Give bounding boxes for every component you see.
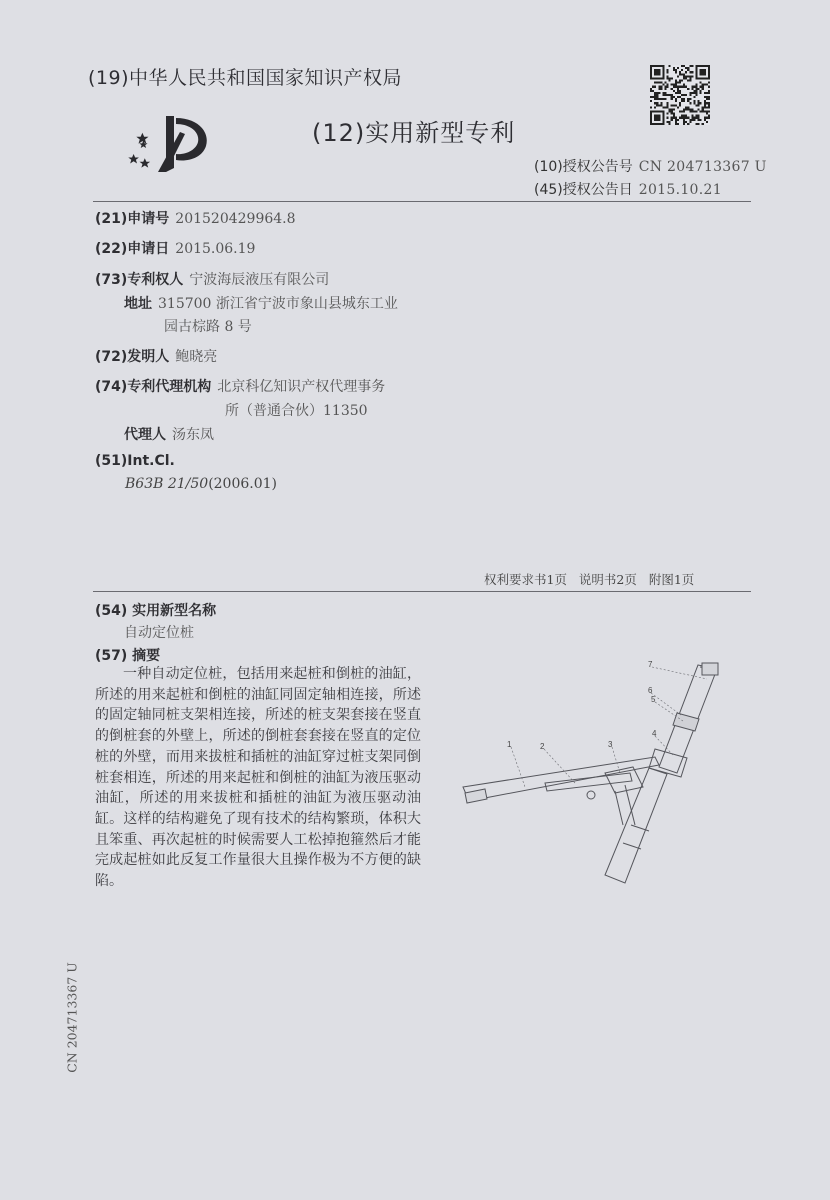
issuing-office: (19)中华人民共和国国家知识产权局 bbox=[88, 67, 403, 89]
application-date-field bbox=[95, 238, 255, 258]
agency-line-1: 北京科亿知识产权代理事务 bbox=[217, 379, 386, 395]
application-number-value: 201520429964.8 bbox=[175, 211, 296, 227]
page-count: 权利要求书1页 说明书2页 附图1页 bbox=[484, 572, 695, 587]
address-field bbox=[124, 293, 398, 313]
header-divider bbox=[93, 201, 751, 202]
side-publication-id: CN 204713367 U bbox=[64, 962, 80, 1073]
application-number-field bbox=[95, 208, 296, 228]
patentee-label: (73)专利权人 bbox=[95, 272, 184, 288]
drawing-label-3: 3 bbox=[608, 740, 613, 749]
patentee-field bbox=[95, 269, 329, 289]
publication-number-label: (10)授权公告号 bbox=[534, 159, 633, 175]
utility-model-title: 自动定位桩 bbox=[124, 625, 194, 641]
application-date-value: 2015.06.19 bbox=[175, 241, 256, 257]
leader-lines bbox=[511, 667, 707, 787]
inventor-field bbox=[95, 346, 217, 366]
agency-label: (74)专利代理机构 bbox=[95, 379, 212, 395]
publication-date-label: (45)授权公告日 bbox=[534, 182, 633, 198]
int-cl-field bbox=[95, 453, 175, 469]
address-label: 地址 bbox=[124, 296, 152, 312]
drawing-label-4: 4 bbox=[652, 729, 657, 738]
publication-number-value: CN 204713367 U bbox=[638, 159, 767, 175]
document-type: (12)实用新型专利 bbox=[312, 119, 516, 147]
qr-code bbox=[650, 65, 710, 125]
cnipa-logo bbox=[128, 112, 212, 176]
agency-line-2: 所（普通合伙）11350 bbox=[225, 403, 368, 419]
drawing-label-6: 6 bbox=[648, 686, 653, 695]
int-cl-value bbox=[125, 476, 277, 492]
patentee-value: 宁波海辰液压有限公司 bbox=[189, 272, 330, 288]
abstract-text: 一种自动定位桩，包括用来起桩和倒桩的油缸，所述的用来起桩和倒桩的油缸同固定轴相连接，所述的固定轴同桩支架相连接，所述的桩支架套接在竖直的倒桩套的外壁上，所述的倒桩套套接在竖直的定位桩的外壁，而用来拔桩和插桩的油缸穿过桩支架同倒桩套相连，所述的用来起桩和倒桩的油缸为液压驱动油缸，所述的用来拔桩和插桩的油缸为液压驱动油缸。这样的结构避免了现有技术的结构繁琐，体积大且笨重、再次起桩的时候需要人工松掉抱箍然后才能完成起桩如此反复工作量很大且操作极为不方便的缺陷。 bbox=[95, 666, 421, 890]
utility-model-title-heading: (54) 实用新型名称 bbox=[95, 603, 217, 619]
abstract-drawing bbox=[455, 655, 730, 890]
address-line-1: 315700 浙江省宁波市象山县城东工业 bbox=[158, 296, 398, 312]
abstract-heading: (57) 摘要 bbox=[95, 648, 161, 664]
agent-label: 代理人 bbox=[124, 427, 166, 443]
address-line-2: 园古棕路 8 号 bbox=[164, 319, 252, 335]
section-divider bbox=[93, 591, 751, 592]
application-number-label: (21)申请号 bbox=[95, 211, 170, 227]
inventor-label: (72)发明人 bbox=[95, 349, 170, 365]
inventor-value: 鲍晓亮 bbox=[175, 349, 218, 365]
pile-mechanism-illustration bbox=[463, 663, 718, 883]
publication-number-field bbox=[534, 156, 767, 176]
drawing-label-1: 1 bbox=[507, 740, 512, 749]
int-cl-label: (51)Int.Cl. bbox=[95, 453, 175, 469]
drawing-label-2: 2 bbox=[540, 742, 545, 751]
drawing-label-7: 7 bbox=[648, 660, 653, 669]
application-date-label: (22)申请日 bbox=[95, 241, 170, 257]
agency-field bbox=[95, 376, 385, 396]
publication-date-value: 2015.10.21 bbox=[638, 182, 722, 198]
int-cl-class: B63B 21/50 bbox=[125, 476, 209, 492]
int-cl-date: (2006.01) bbox=[208, 476, 278, 492]
agent-value: 汤东凤 bbox=[172, 427, 214, 443]
publication-date-field bbox=[534, 179, 722, 199]
drawing-label-5: 5 bbox=[651, 695, 656, 704]
drawing-labels bbox=[507, 660, 657, 751]
agent-field bbox=[124, 424, 214, 444]
